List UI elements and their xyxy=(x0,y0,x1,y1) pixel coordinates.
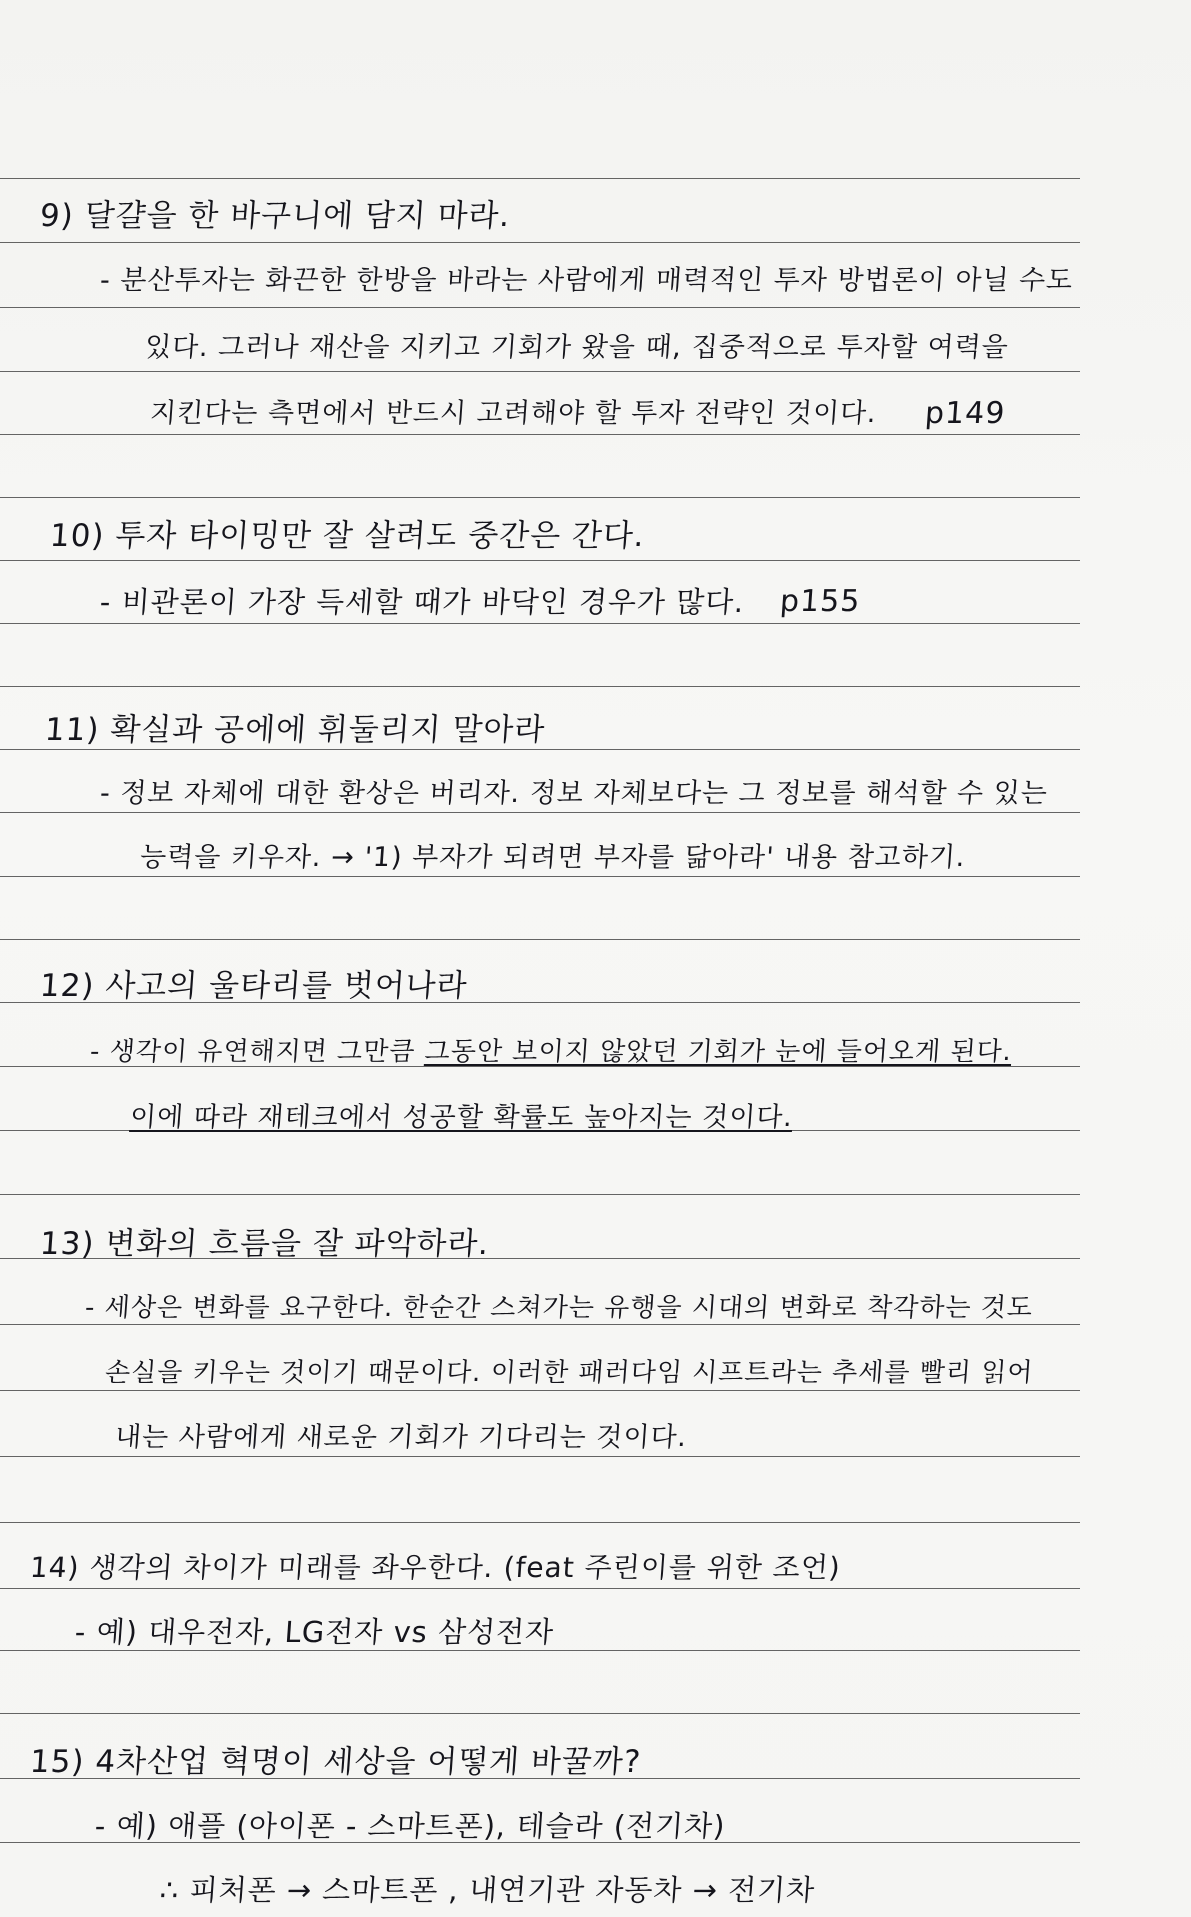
section-11-line-1: - 정보 자체에 대한 환상은 버리자. 정보 자체보다는 그 정보를 해석할 수 있는 xyxy=(98,778,1049,809)
ruled-line xyxy=(0,307,1080,308)
section-9-page-ref: p149 xyxy=(923,396,1007,431)
section-9-line-3: 지킨다는 측면에서 반드시 고려해야 할 투자 전략인 것이다. xyxy=(148,398,878,429)
ruled-line xyxy=(0,812,1080,813)
section-13-line-1: - 세상은 변화를 요구한다. 한순간 스쳐가는 유행을 시대의 변화로 착각하는 것도 xyxy=(83,1293,1035,1323)
section-9-heading: 9) 달걀을 한 바구니에 담지 마라. xyxy=(38,198,512,234)
ruled-line xyxy=(0,1650,1080,1651)
ruled-line xyxy=(0,497,1080,498)
ruled-line xyxy=(0,876,1080,877)
ruled-line xyxy=(0,434,1080,435)
ruled-line xyxy=(0,1588,1080,1589)
section-13-line-2: 손실을 키우는 것이기 때문이다. 이러한 패러다임 시프트라는 추세를 빨리 읽어 xyxy=(103,1358,1035,1388)
ruled-line xyxy=(0,1522,1080,1523)
section-11-heading: 11) 확실과 공에에 휘둘리지 말아라 xyxy=(43,712,547,748)
ruled-line xyxy=(0,371,1080,372)
ruled-line xyxy=(0,560,1080,561)
section-13-heading: 13) 변화의 흐름을 잘 파악하라. xyxy=(38,1226,491,1262)
ruled-line xyxy=(0,242,1080,243)
section-15-line-2: ∴ 피처폰 → 스마트폰 , 내연기관 자동차 → 전기차 xyxy=(158,1873,817,1907)
section-15-line-1: - 예) 애플 (아이폰 - 스마트폰), 테슬라 (전기차) xyxy=(93,1809,727,1843)
section-14-heading: 14) 생각의 차이가 미래를 좌우한다. (feat 주린이를 위한 조언) xyxy=(28,1551,842,1584)
section-14-line-1: - 예) 대우전자, LG전자 vs 삼성전자 xyxy=(73,1615,556,1649)
section-15-heading: 15) 4차산업 혁명이 세상을 어떻게 바꿀까? xyxy=(28,1744,643,1780)
section-9-line-2: 있다. 그러나 재산을 지키고 기회가 왔을 때, 집중적으로 투자할 여력을 xyxy=(143,332,1010,363)
section-12-line-1-underlined: 그동안 보이지 않았던 기회가 눈에 들어오게 된다. xyxy=(423,1037,1013,1067)
ruled-line xyxy=(0,939,1080,940)
section-10-page-ref: p155 xyxy=(778,584,862,619)
section-9-line-1: - 분산투자는 화끈한 한방을 바라는 사람에게 매력적인 투자 방법론이 아닐 수도 xyxy=(98,265,1075,296)
ruled-line xyxy=(0,1456,1080,1457)
section-12-line-1-start: - 생각이 유연해지면 그만큼 xyxy=(88,1037,426,1067)
ruled-line xyxy=(0,749,1080,750)
section-12-line-2-text: 이에 따라 재테크에서 성공할 확률도 높아지는 것이다. xyxy=(128,1102,795,1133)
ruled-line xyxy=(0,623,1080,624)
section-10-line-1: - 비관론이 가장 득세할 때가 바닥인 경우가 많다. xyxy=(98,585,746,619)
ruled-line xyxy=(0,686,1080,687)
section-12-line-1 xyxy=(89,1034,1013,1070)
section-10-heading: 10) 투자 타이밍만 잘 살려도 중간은 간다. xyxy=(48,518,646,554)
ruled-line xyxy=(0,1194,1080,1195)
ruled-line xyxy=(0,1713,1080,1714)
section-11-line-2: 능력을 키우자. → '1) 부자가 되려면 부자를 닮아라' 내용 참고하기. xyxy=(138,842,967,873)
ruled-line xyxy=(0,178,1080,179)
section-13-line-3: 내는 사람에게 새로운 기회가 기다리는 것이다. xyxy=(113,1422,689,1453)
section-12-line-2 xyxy=(129,1100,794,1136)
section-12-heading: 12) 사고의 울타리를 벗어나라 xyxy=(38,968,469,1004)
